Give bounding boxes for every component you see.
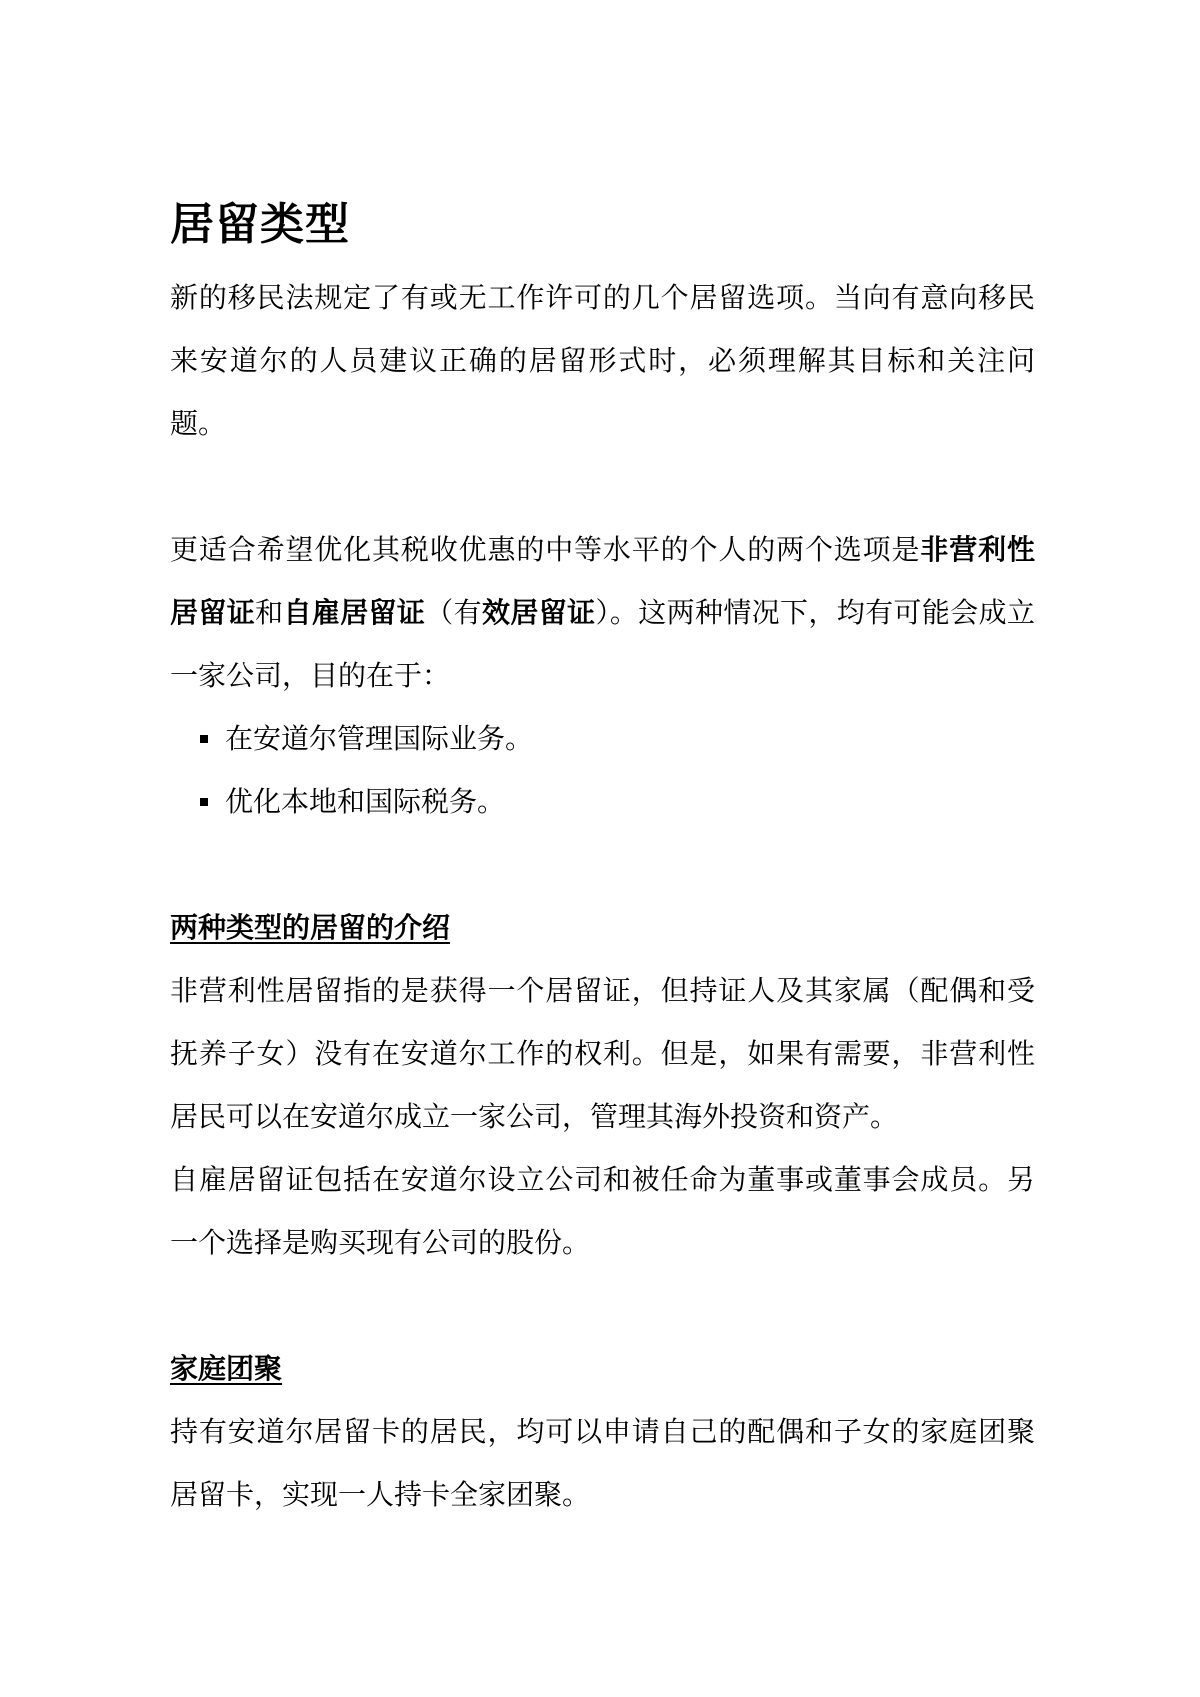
list-item-text: 在安道尔管理国际业务。: [225, 723, 534, 754]
options-run-5: （有: [425, 597, 483, 628]
purpose-list: [170, 707, 1035, 833]
options-run-1: 更适合希望优化其税收优惠的中等水平的个人的两个选项是: [170, 534, 921, 565]
square-bullet-icon: [200, 798, 208, 806]
family-paragraph: 持有安道尔居留卡的居民，均可以申请自己的配偶和子女的家庭团聚居留卡，实现一人持卡全家团聚。: [170, 1416, 1035, 1510]
list-item: [170, 707, 1035, 770]
two-types-paragraph-2: 自雇居留证包括在安道尔设立公司和被任命为董事或董事会成员。另一个选择是购买现有公司的股份。: [170, 1164, 1035, 1258]
list-item: [170, 770, 1035, 833]
square-bullet-icon: [200, 735, 208, 743]
options-paragraph: [170, 518, 1035, 707]
options-run-validpermit-bold: 效居留证: [482, 597, 596, 628]
options-run-7: ）。这两种情况下，均有可能会成立一家公司，目的在于：: [170, 597, 1035, 691]
options-run-nonprofit-bold: 非营利性居留证: [170, 534, 1035, 628]
two-types-paragraph-1: 非营利性居留指的是获得一个居留证，但持证人及其家属（配偶和受抚养子女）没有在安道尔工作的权利。但是，如果有需要，非营利性居民可以在安道尔成立一家公司，管理其海外投资和资产。: [170, 975, 1035, 1132]
list-item-text: 优化本地和国际税务。: [225, 786, 506, 817]
options-run-selfemployed-bold: 自雇居留证: [283, 597, 426, 628]
intro-paragraph: 新的移民法规定了有或无工作许可的几个居留选项。当向有意向移民来安道尔的人员建议正确的居留形式时，必须理解其目标和关注问题。: [170, 282, 1035, 439]
section-heading-two-types: 两种类型的居留的介绍: [170, 912, 451, 943]
options-run-3: 和: [255, 597, 284, 628]
section-heading-family: 家庭团聚: [170, 1353, 283, 1384]
page-title: 居留类型: [170, 200, 350, 249]
